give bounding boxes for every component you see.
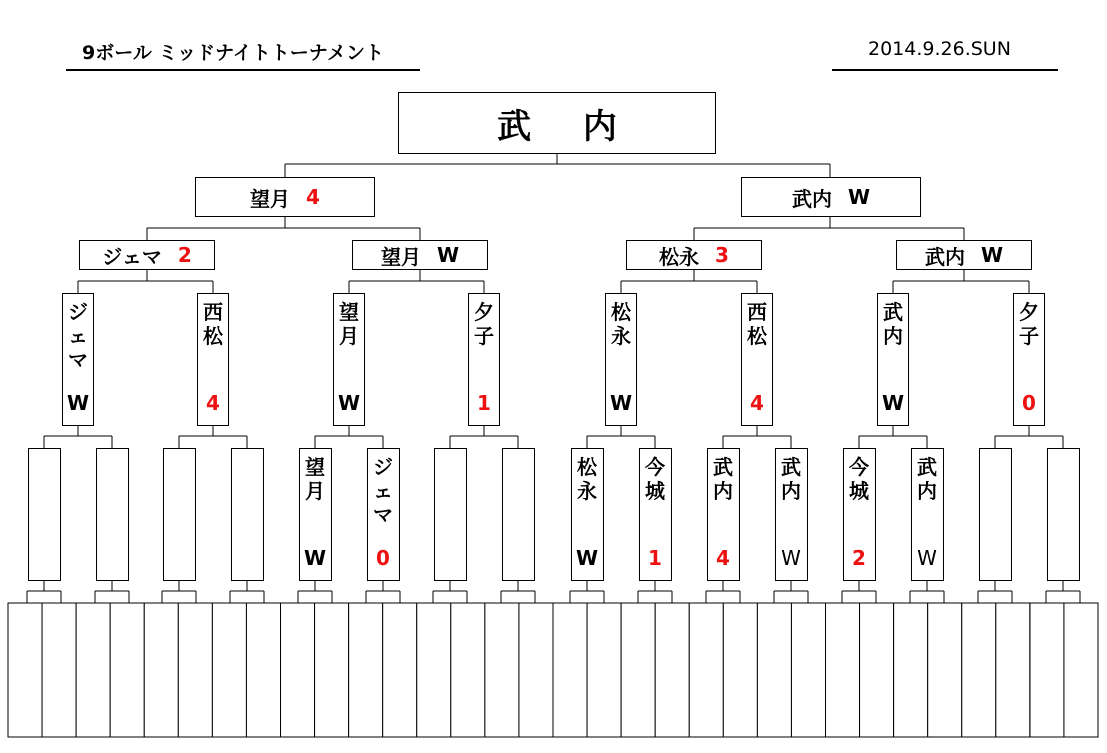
quarterfinal-box (79, 240, 215, 270)
player-name: 西松 (747, 300, 767, 348)
quarterfinal-box (626, 240, 762, 270)
entry-slot (246, 603, 280, 737)
entry-slot (962, 603, 996, 737)
round32-box (502, 448, 535, 581)
match-score: W (847, 185, 871, 209)
player-name: ジェマ (373, 455, 393, 527)
entry-slot (894, 603, 928, 737)
entry-slot (553, 603, 587, 737)
player-name: ジェマ (68, 300, 88, 372)
entry-slot (723, 603, 757, 737)
player-name: 武内 (883, 300, 903, 348)
entry-slot (928, 603, 962, 737)
match-score: W (66, 391, 90, 415)
entry-slot (417, 603, 451, 737)
match-score: W (575, 546, 599, 570)
entry-slot (42, 603, 76, 737)
match-score: W (303, 546, 327, 570)
entry-slot (212, 603, 246, 737)
entry-slot (996, 603, 1030, 737)
round32-box (299, 448, 332, 581)
round16-box (333, 293, 365, 426)
entry-slot (1064, 603, 1098, 737)
date-underline (832, 69, 1058, 71)
event-date: 2014.9.26.SUN (868, 38, 1011, 60)
entry-slot (281, 603, 315, 737)
round32-box (434, 448, 467, 581)
match-score: 2 (852, 546, 866, 570)
match-score: W (337, 391, 361, 415)
quarterfinal-box (896, 240, 1032, 270)
round32-box (367, 448, 400, 581)
round32-box (96, 448, 129, 581)
player-name: 夕子 (474, 300, 494, 348)
round32-box (979, 448, 1012, 581)
match-score: W (980, 243, 1004, 267)
round32-box (1047, 448, 1080, 581)
round32-box (843, 448, 876, 581)
player-name: 今城 (645, 455, 665, 503)
player-name: 望月 (250, 186, 291, 211)
round32-box (911, 448, 944, 581)
match-score: 4 (750, 391, 764, 415)
entry-slot (757, 603, 791, 737)
semifinal-box (195, 177, 375, 217)
round16-box (197, 293, 229, 426)
match-score: W (781, 546, 801, 570)
entry-slot (519, 603, 553, 737)
match-score: 1 (477, 391, 491, 415)
round32-box (163, 448, 196, 581)
player-name: 武内 (791, 186, 832, 211)
player-name: 松永 (611, 300, 631, 348)
player-name: 夕子 (1019, 300, 1039, 348)
round16-box (1013, 293, 1045, 426)
round16-box (741, 293, 773, 426)
entry-slot (178, 603, 212, 737)
match-score: 2 (177, 243, 192, 267)
round16-box (605, 293, 637, 426)
entry-slot (655, 603, 689, 737)
entry-slot (8, 603, 42, 737)
player-name: ジェマ (102, 244, 162, 269)
entry-slot (826, 603, 860, 737)
entry-slot (315, 603, 349, 737)
entry-slot (587, 603, 621, 737)
entry-slot (451, 603, 485, 737)
round16-box (877, 293, 909, 426)
player-name: 望月 (380, 244, 421, 269)
round16-box (62, 293, 94, 426)
match-score: W (609, 391, 633, 415)
entry-slot (383, 603, 417, 737)
player-name: 望月 (305, 455, 325, 503)
entry-slot (621, 603, 655, 737)
champion-box: 武 内 (398, 92, 716, 154)
semifinal-box (741, 177, 921, 217)
player-name: 今城 (849, 455, 869, 503)
round32-box (639, 448, 672, 581)
match-score: W (881, 391, 905, 415)
entry-slot (110, 603, 144, 737)
round32-box (28, 448, 61, 581)
entry-slot (485, 603, 519, 737)
match-score: 4 (206, 391, 220, 415)
entry-slot (1030, 603, 1064, 737)
round32-box (775, 448, 808, 581)
entry-slot (860, 603, 894, 737)
player-name: 武内 (924, 244, 965, 269)
match-score: W (436, 243, 460, 267)
match-score: 0 (376, 546, 390, 570)
match-score: W (917, 546, 937, 570)
round32-box (707, 448, 740, 581)
entry-slot (689, 603, 723, 737)
entry-slot (349, 603, 383, 737)
tournament-title: 9ボール ミッドナイトトーナメント (82, 42, 384, 64)
quarterfinal-box (352, 240, 488, 270)
match-score: 0 (1022, 391, 1036, 415)
entry-slot (144, 603, 178, 737)
player-name: 西松 (203, 300, 223, 348)
match-score: 1 (648, 546, 662, 570)
round32-box (231, 448, 264, 581)
entry-slot (791, 603, 825, 737)
match-score: 4 (716, 546, 730, 570)
player-name: 松永 (577, 455, 597, 503)
player-name: 武内 (781, 455, 801, 503)
player-name: 武内 (917, 455, 937, 503)
entry-slot (76, 603, 110, 737)
player-name: 武内 (713, 455, 733, 503)
player-name: 松永 (659, 244, 700, 269)
title-underline (66, 69, 420, 71)
round16-box (468, 293, 500, 426)
match-score: 3 (715, 243, 729, 267)
match-score: 4 (306, 185, 320, 209)
round32-box (571, 448, 604, 581)
player-name: 望月 (339, 300, 359, 348)
